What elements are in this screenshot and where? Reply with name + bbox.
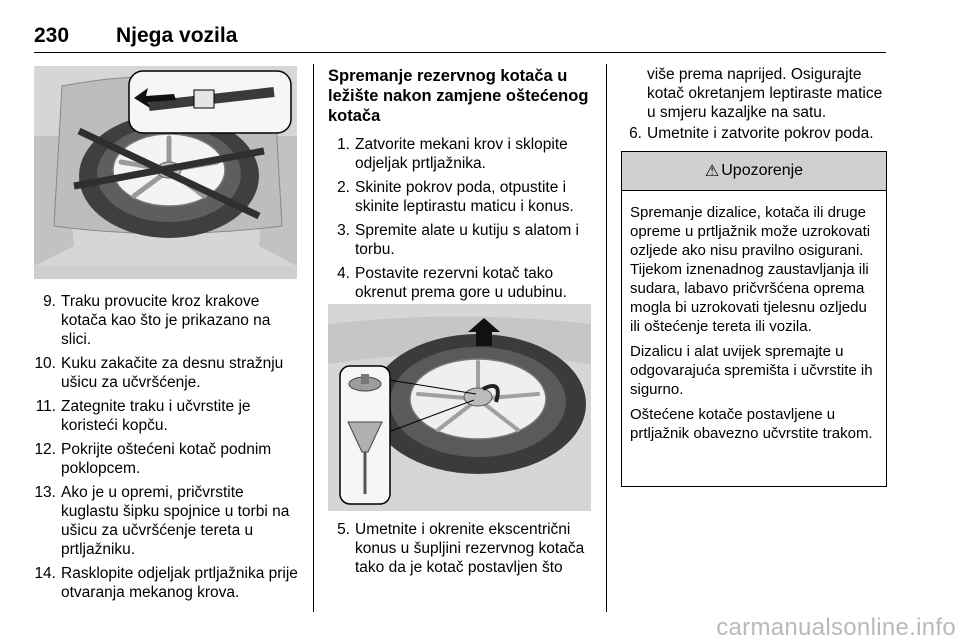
watermark: carmanualsonline.info [716, 614, 956, 641]
warning-paragraph: Oštećene kotače postavljene u prtljažnik obavezno učvrstite trakom. [630, 406, 873, 442]
page-number: 230 [34, 24, 70, 47]
steps-list [328, 520, 594, 582]
steps-list [620, 124, 888, 148]
list-item: 2. Skinite pokrov poda, otpustite i skinite leptirastu maticu i konus. [337, 179, 574, 215]
page-header [34, 22, 886, 53]
list-item: 9. Traku provucite kroz krakove kotača kao što je prikazano na slici. [43, 293, 271, 348]
list-item: 12. Pokrijte oštećeni kotač podnim poklopcem. [34, 441, 272, 477]
spare-wheel-illustration [328, 304, 591, 511]
warning-paragraph: Spremanje dizalice, kotača ili druge opreme u prtljažnik može uzrokovati ozljede ako nisu pravilno osigurani. Tijekom iznenadnog zaustavljanja ili sudara, labavo pričvršćena oprema mogla bi uzrokovati tjelesnu ozljedu ili oštećenje tereta ili vozila. [630, 204, 871, 335]
list-item: 13. Ako je u opremi, pričvrstite kuglastu šipku spojnice u torbi na ušicu za učvršćenje tereta u prtljažniku. [34, 484, 290, 558]
warning-header [622, 152, 886, 191]
steps-list [34, 292, 300, 607]
list-item: 1. Zatvorite mekani krov i sklopite odjeljak prtljažnika. [337, 136, 568, 172]
continued-text: više prema naprijed. Osigurajte kotač okretanjem leptiraste matice u smjeru kazaljke na satu. [647, 66, 883, 121]
page-title: Njega vozila [116, 24, 238, 47]
list-item: 3. Spremite alate u kutiju s alatom i torbu. [337, 222, 579, 258]
strap-illustration [34, 66, 297, 279]
list-item: 4. Postavite rezervni kotač tako okrenut prema gore u udubinu. [337, 265, 567, 301]
warning-title: Upozorenje [721, 162, 804, 179]
steps-list [328, 135, 592, 307]
list-item: 14. Rasklopite odjeljak prtljažnika prije otvaranja mekanog krova. [34, 565, 298, 601]
list-item: 5. Umetnite i okrenite ekscentrični konus u šupljini rezervnog kotača tako da je kotač postavljen što [337, 521, 585, 576]
warning-box [621, 151, 887, 487]
warning-triangle-icon: ⚠ [704, 163, 720, 180]
list-item: 10. Kuku zakačite za desnu stražnju ušicu za učvršćenje. [34, 355, 284, 391]
section-heading: Spremanje rezervnog kotača u ležište nakon zamjene oštećenog kotača [328, 67, 589, 125]
list-item: 11. Zategnite traku i učvrstite je koristeći kopču. [35, 398, 251, 434]
column-divider [313, 64, 314, 612]
column-divider [606, 64, 607, 612]
list-item: 6. Umetnite i zatvorite pokrov poda. [629, 125, 874, 142]
warning-body [622, 191, 886, 443]
warning-paragraph: Dizalicu i alat uvijek spremajte u odgovarajuća spremišta i učvrstite ih sigurno. [630, 343, 873, 398]
